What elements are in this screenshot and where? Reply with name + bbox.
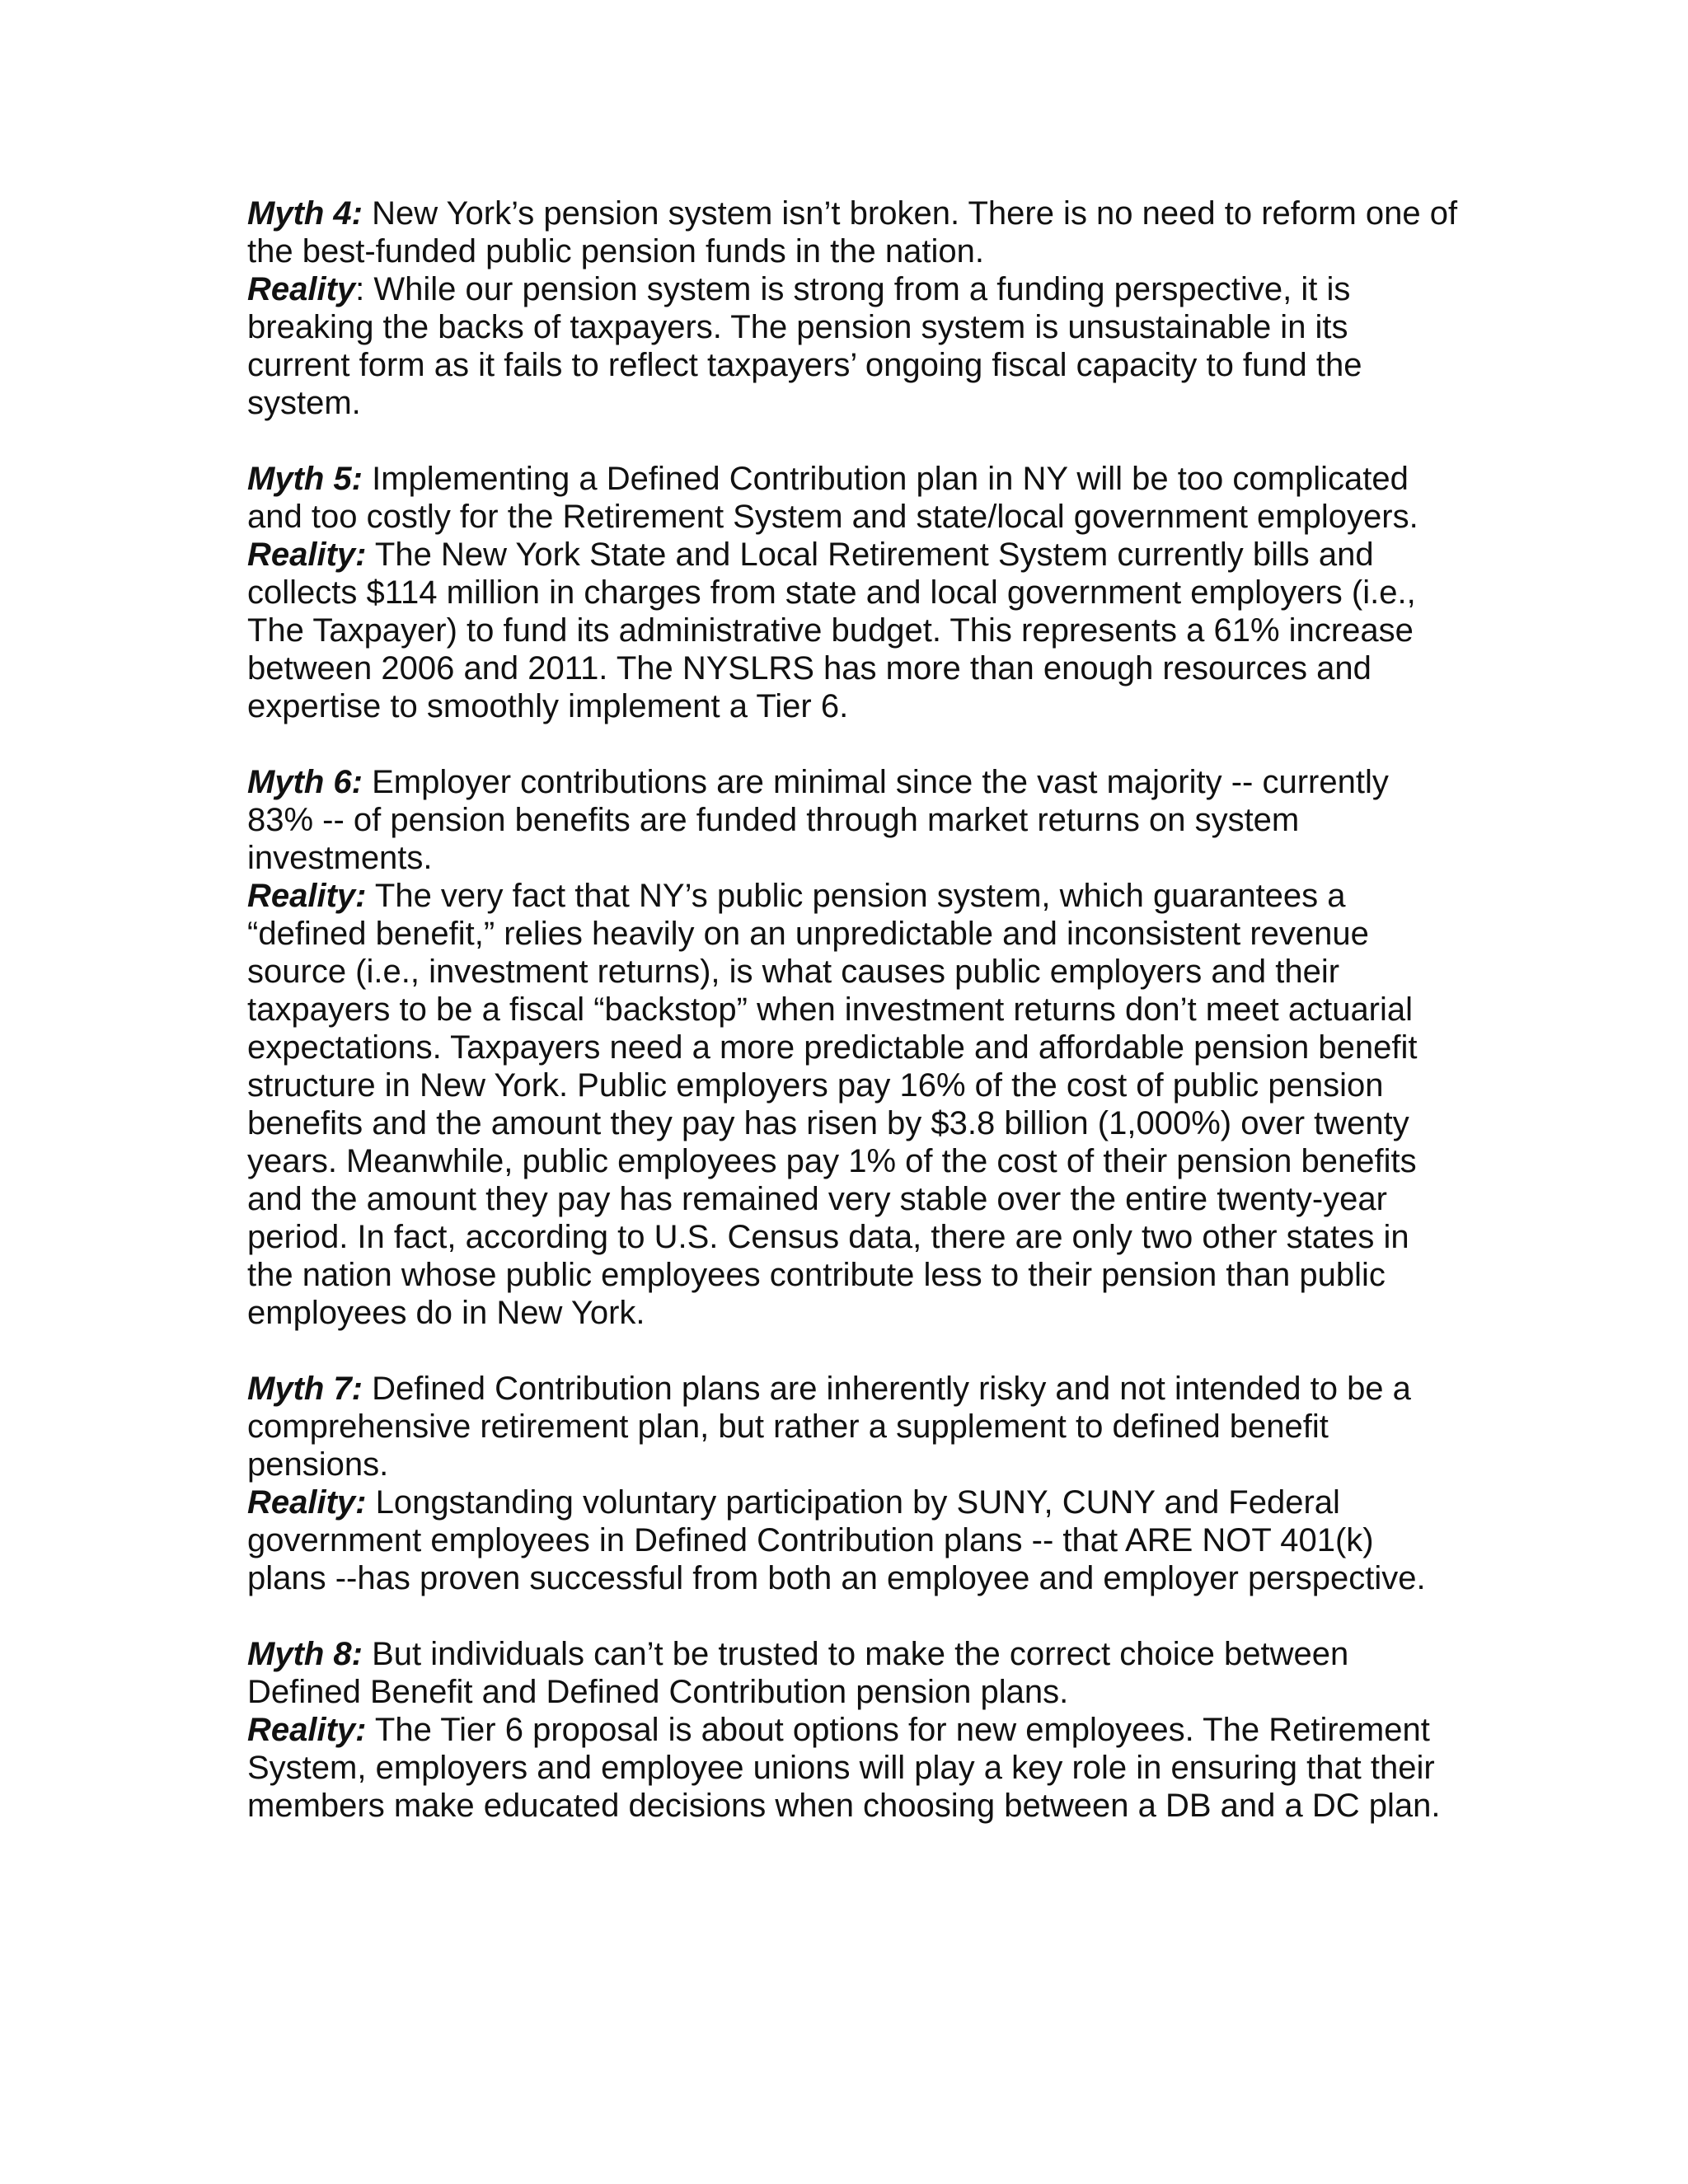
reality-text: : While our pension system is strong from a funding perspective, it is breaking the backs of taxpayers. The pension system is unsustainable in its current form as it fails to reflect taxpayers’ ongoing fiscal capacity to fund the system. — [247, 271, 1362, 421]
myth-text: But individuals can’t be trusted to make the correct choice between Defined Benefit and Defined Contribution pension plans. — [247, 1636, 1349, 1710]
myth-section-8 — [247, 1635, 1459, 1825]
myth-label: Myth 6: — [247, 764, 363, 800]
myth-paragraph — [247, 763, 1459, 877]
myth-paragraph — [247, 1370, 1459, 1483]
reality-text: The New York State and Local Retirement System currently bills and collects $114 million in charges from state and local government employers (i.e., The Taxpayer) to fund its administrative budget. This represents a 61% increase between 2006 and 2011. The NYSLRS has more than enough resources and expertise to smoothly implement a Tier 6. — [247, 537, 1416, 724]
myth-label: Myth 4: — [247, 195, 363, 232]
reality-label: Reality: — [247, 878, 367, 914]
myth-paragraph — [247, 194, 1459, 270]
myth-section-6 — [247, 763, 1459, 1332]
reality-label: Reality: — [247, 1712, 367, 1748]
reality-text: The Tier 6 proposal is about options for new employees. The Retirement System, employers and employee unions will play a key role in ensuring that their members make educated decisions when choosing between a DB and a DC plan. — [247, 1712, 1441, 1824]
myth-text: Defined Contribution plans are inherently risky and not intended to be a comprehensive retirement plan, but rather a supplement to defined benefit pensions. — [247, 1371, 1411, 1483]
myth-paragraph — [247, 460, 1459, 536]
myth-label: Myth 5: — [247, 461, 363, 497]
reality-label: Reality — [247, 271, 356, 307]
myth-section-5 — [247, 460, 1459, 725]
reality-label: Reality: — [247, 537, 367, 573]
reality-paragraph — [247, 536, 1459, 725]
myth-paragraph — [247, 1635, 1459, 1711]
document-body — [247, 194, 1459, 1863]
reality-text: Longstanding voluntary participation by SUNY, CUNY and Federal government employees in Defined Contribution plans -- that ARE NOT 401(k) plans --has proven successful from both an employee and employer perspective. — [247, 1484, 1426, 1596]
myth-label: Myth 7: — [247, 1371, 363, 1407]
myth-section-4 — [247, 194, 1459, 422]
myth-text: Implementing a Defined Contribution plan in NY will be too complicated and too costly for the Retirement System and state/local government employers. — [247, 461, 1418, 535]
reality-text: The very fact that NY’s public pension system, which guarantees a “defined benefit,” relies heavily on an unpredictable and inconsistent revenue source (i.e., investment returns), is what causes public employers and their taxpayers to be a fiscal “backstop” when investment returns don’t meet actuarial expectations. Taxpayers need a more predictable and affordable pension benefit structure in New York. Public employers pay 16% of the cost of public pension benefits and the amount they pay has risen by $3.8 billion (1,000%) over twenty years. Meanwhile, public employees pay 1% of the cost of their pension benefits and the amount they pay has remained very stable over the entire twenty-year period. In fact, according to U.S. Census data, there are only two other states in the nation whose public employees contribute less to their pension than public employees do in New York. — [247, 878, 1418, 1331]
myth-text: Employer contributions are minimal since the vast majority -- currently 83% -- of pension benefits are funded through market returns on system investments. — [247, 764, 1389, 876]
reality-paragraph — [247, 1483, 1459, 1597]
reality-paragraph — [247, 270, 1459, 422]
myth-section-7 — [247, 1370, 1459, 1597]
myth-label: Myth 8: — [247, 1636, 363, 1672]
reality-paragraph — [247, 1711, 1459, 1825]
reality-label: Reality: — [247, 1484, 367, 1521]
myth-text: New York’s pension system isn’t broken. There is no need to reform one of the best-funded public pension funds in the nation. — [247, 195, 1458, 269]
reality-paragraph — [247, 877, 1459, 1332]
